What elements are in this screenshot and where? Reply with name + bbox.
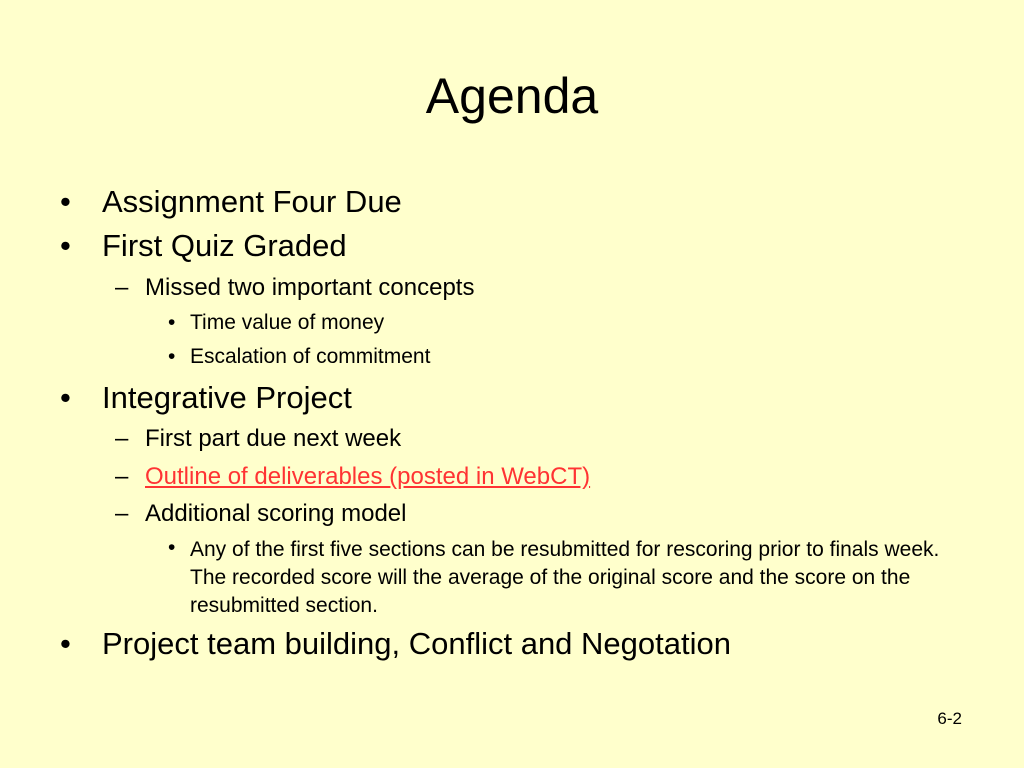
subbullet-missed-concepts xyxy=(115,273,474,303)
dash-marker: – xyxy=(115,425,129,452)
subbullet-text: Missed two important concepts xyxy=(145,274,475,301)
subsubbullet-escalation xyxy=(168,345,430,369)
subbullet-text: Additional scoring model xyxy=(145,500,407,527)
bullet-marker: • xyxy=(60,184,71,219)
subbullet-outline-deliverables xyxy=(115,462,590,492)
bullet-marker: • xyxy=(60,228,71,263)
subbullet-text: First part due next week xyxy=(145,425,402,452)
bullet-text: First Quiz Graded xyxy=(102,228,347,263)
subsubbullet-time-value xyxy=(168,311,384,335)
slide-title: Agenda xyxy=(425,68,599,124)
subbullet-first-part-due xyxy=(115,424,401,454)
dash-marker: – xyxy=(115,274,129,301)
bullet-marker: • xyxy=(60,380,71,415)
bullet-marker: • xyxy=(168,345,176,368)
bullet-marker: • xyxy=(60,626,71,661)
bullet-text: Assignment Four Due xyxy=(102,184,402,219)
dash-marker: – xyxy=(115,500,129,527)
bullet-marker: • xyxy=(168,536,176,559)
outline-deliverables-link[interactable]: Outline of deliverables (posted in WebCT) xyxy=(145,463,591,490)
subsubbullet-text: Time value of money xyxy=(190,311,385,334)
bullet-team-building xyxy=(60,626,731,662)
bullet-text: Project team building, Conflict and Negotation xyxy=(102,626,731,661)
bullet-first-quiz xyxy=(60,228,347,264)
dash-marker: – xyxy=(115,463,129,490)
bullet-marker: • xyxy=(168,311,176,334)
subsubbullet-text: Escalation of commitment xyxy=(190,345,431,368)
bullet-assignment-four xyxy=(60,184,402,220)
bullet-integrative-project xyxy=(60,380,352,416)
slide-number: 6-2 xyxy=(937,709,962,728)
bullet-text: Integrative Project xyxy=(102,380,352,415)
subsubbullet-resubmit-note xyxy=(168,536,960,620)
subbullet-additional-scoring xyxy=(115,499,406,529)
subsubbullet-text: Any of the first five sections can be resubmitted for rescoring prior to finals week. The recorded score will the average of the original score and the score on the resubmitted section. xyxy=(190,538,940,617)
